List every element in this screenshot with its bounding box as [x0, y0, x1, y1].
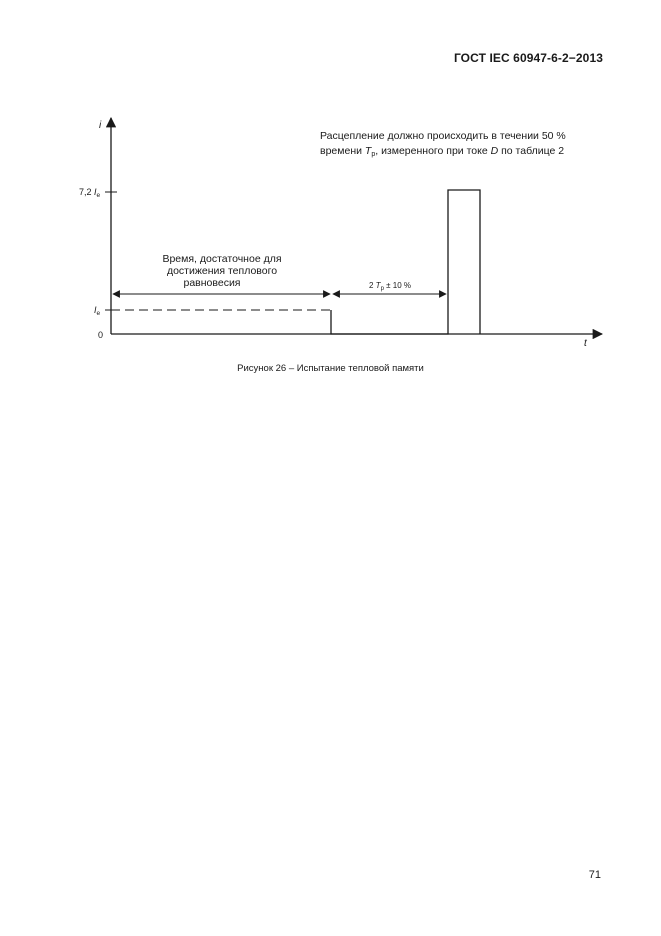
origin-label: 0 — [98, 330, 104, 340]
current-waveform — [331, 190, 480, 334]
tick-label-ie: $I_e$ — [94, 305, 101, 317]
interval-label-line2: достижения теплового — [166, 265, 278, 277]
page-number: 71 — [588, 869, 601, 881]
trip-note-line2: времени Tp, измеренного при токе D по таблице 2 — [320, 145, 565, 158]
interval-label-line3: равновесия — [183, 277, 241, 289]
document-header: ГОСТ IEC 60947-6-2−2013 — [453, 51, 603, 65]
gap-label: 2 $T_p \pm 10$ % — [369, 281, 411, 292]
x-axis-label: t — [584, 338, 587, 349]
y-axis-label: i — [99, 120, 102, 131]
figure-caption: Рисунок 26 – Испытание тепловой памяти — [237, 363, 424, 374]
trip-note-line1: Расцепление должно происходить в течении 50 % — [320, 130, 566, 142]
interval-label-line1: Время, достаточное для — [162, 253, 282, 265]
tick-label-7-2-ie: 7,2 $I_e$ — [79, 187, 101, 199]
thermal-memory-diagram — [0, 0, 661, 360]
